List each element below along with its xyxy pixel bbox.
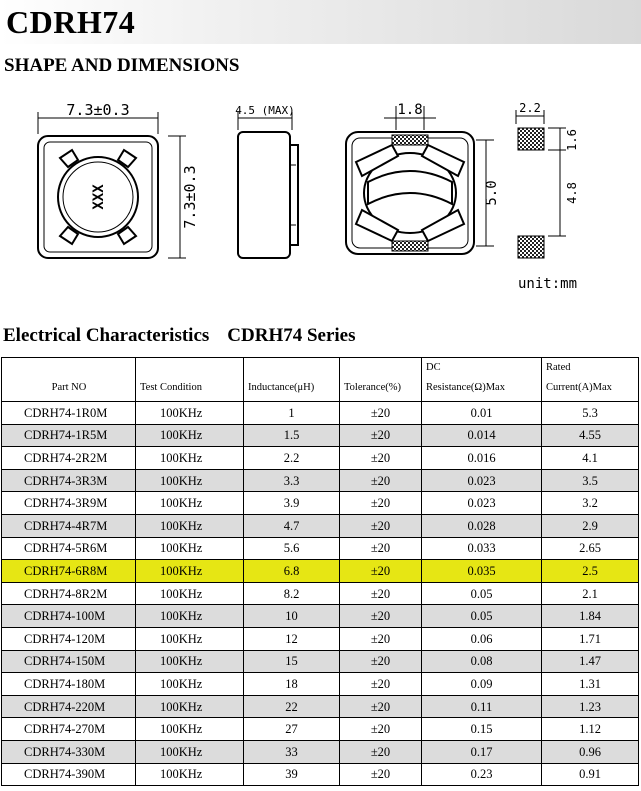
tolerance-cell: ±20 [340,582,422,605]
tolerance-cell: ±20 [340,740,422,763]
test-condition-cell: 100KHz [136,627,244,650]
part-number-cell: CDRH74-6R8M [2,560,136,583]
col-header-part-no: Part NO [2,358,136,402]
dc-resistance-cell: 0.23 [422,763,542,786]
side-height-label: 4.5 (MAX) [235,104,295,117]
inductance-cell: 6.8 [244,560,340,583]
dc-resistance-cell: 0.028 [422,514,542,537]
land-pattern-drawing [516,101,579,292]
dc-resistance-cell: 0.17 [422,740,542,763]
tolerance-cell: ±20 [340,469,422,492]
inductance-cell: 1 [244,402,340,425]
part-number-cell: CDRH74-4R7M [2,514,136,537]
table-row [2,650,639,673]
inductance-cell: 4.7 [244,514,340,537]
shape-section-title: SHAPE AND DIMENSIONS [4,55,240,76]
table-row [2,447,639,470]
tolerance-cell: ±20 [340,514,422,537]
tolerance-cell: ±20 [340,718,422,741]
dc-resistance-cell: 0.08 [422,650,542,673]
test-condition-cell: 100KHz [136,650,244,673]
top-view-drawing [38,101,199,258]
inductance-cell: 10 [244,605,340,628]
part-number-cell: CDRH74-270M [2,718,136,741]
rated-current-cell: 1.12 [542,718,639,741]
inductance-cell: 3.9 [244,492,340,515]
tolerance-cell: ±20 [340,560,422,583]
col-header-inductance: Inductance(μH) [244,358,340,402]
test-condition-cell: 100KHz [136,560,244,583]
dc-resistance-cell: 0.05 [422,582,542,605]
rated-current-cell: 3.5 [542,469,639,492]
test-condition-cell: 100KHz [136,582,244,605]
table-row [2,424,639,447]
inductance-cell: 15 [244,650,340,673]
tolerance-cell: ±20 [340,763,422,786]
rated-current-cell: 1.23 [542,695,639,718]
test-condition-cell: 100KHz [136,763,244,786]
part-number-cell: CDRH74-330M [2,740,136,763]
tolerance-cell: ±20 [340,627,422,650]
bottom-view-drawing [346,102,500,254]
test-condition-cell: 100KHz [136,740,244,763]
test-condition-cell: 100KHz [136,605,244,628]
table-row [2,514,639,537]
table-row [2,469,639,492]
unit-label: unit:mm [518,276,578,292]
inductance-cell: 2.2 [244,447,340,470]
tolerance-cell: ±20 [340,402,422,425]
test-condition-cell: 100KHz [136,695,244,718]
table-row [2,627,639,650]
rated-current-cell: 2.5 [542,560,639,583]
part-number-cell: CDRH74-3R3M [2,469,136,492]
electrical-title: Electrical Characteristics [3,325,210,346]
dc-resistance-cell: 0.035 [422,560,542,583]
tolerance-cell: ±20 [340,695,422,718]
inductance-cell: 27 [244,718,340,741]
part-number-cell: CDRH74-2R2M [2,447,136,470]
rated-current-cell: 4.55 [542,424,639,447]
top-marking-label: XXX [91,184,107,210]
rated-current-cell: 3.2 [542,492,639,515]
bottom-pad-label: 1.8 [397,102,423,118]
table-row [2,582,639,605]
test-condition-cell: 100KHz [136,718,244,741]
rated-current-cell: 2.9 [542,514,639,537]
part-number-cell: CDRH74-3R9M [2,492,136,515]
part-number-cell: CDRH74-150M [2,650,136,673]
part-number-cell: CDRH74-220M [2,695,136,718]
table-row [2,763,639,786]
part-number-cell: CDRH74-8R2M [2,582,136,605]
part-number-cell: CDRH74-1R5M [2,424,136,447]
table-row [2,673,639,696]
dc-header-line1: DC [426,362,441,373]
dc-resistance-cell: 0.016 [422,447,542,470]
tolerance-cell: ±20 [340,492,422,515]
table-row [2,560,639,583]
test-condition-cell: 100KHz [136,424,244,447]
dc-header-line2: Resistance(Ω)Max [426,382,505,393]
dc-resistance-cell: 0.01 [422,402,542,425]
electrical-section-title [3,325,356,347]
test-condition-cell: 100KHz [136,469,244,492]
part-number-cell: CDRH74-120M [2,627,136,650]
top-width-label: 7.3±0.3 [66,101,130,119]
test-condition-cell: 100KHz [136,447,244,470]
col-header-rated-current [542,358,639,402]
rated-current-cell: 1.31 [542,673,639,696]
dc-resistance-cell: 0.014 [422,424,542,447]
table-row [2,740,639,763]
tolerance-cell: ±20 [340,537,422,560]
rated-current-cell: 0.91 [542,763,639,786]
side-view-drawing [235,104,298,258]
part-number-cell: CDRH74-180M [2,673,136,696]
inductance-cell: 5.6 [244,537,340,560]
tolerance-cell: ±20 [340,447,422,470]
dimension-drawings [0,90,641,300]
inductance-cell: 39 [244,763,340,786]
inductance-cell: 33 [244,740,340,763]
bottom-span-label: 5.0 [484,180,500,206]
dc-resistance-cell: 0.15 [422,718,542,741]
land-pad-width-label: 2.2 [519,101,541,115]
test-condition-cell: 100KHz [136,492,244,515]
dc-resistance-cell: 0.023 [422,469,542,492]
rated-current-cell: 2.65 [542,537,639,560]
test-condition-cell: 100KHz [136,673,244,696]
dc-resistance-cell: 0.033 [422,537,542,560]
dc-resistance-cell: 0.11 [422,695,542,718]
electrical-table [1,357,639,786]
table-row [2,537,639,560]
inductance-cell: 8.2 [244,582,340,605]
tolerance-cell: ±20 [340,673,422,696]
table-row [2,402,639,425]
part-number-cell: CDRH74-1R0M [2,402,136,425]
dc-resistance-cell: 0.06 [422,627,542,650]
inductance-cell: 3.3 [244,469,340,492]
inductance-cell: 22 [244,695,340,718]
table-body [2,402,639,786]
rated-current-cell: 5.3 [542,402,639,425]
rated-header-line1: Rated [546,362,571,373]
rated-current-cell: 1.47 [542,650,639,673]
col-header-tolerance: Tolerance(%) [340,358,422,402]
rated-current-cell: 2.1 [542,582,639,605]
test-condition-cell: 100KHz [136,537,244,560]
rated-header-line2: Current(A)Max [546,382,612,393]
part-number-cell: CDRH74-5R6M [2,537,136,560]
rated-current-cell: 0.96 [542,740,639,763]
tolerance-cell: ±20 [340,605,422,628]
test-condition-cell: 100KHz [136,402,244,425]
inductance-cell: 1.5 [244,424,340,447]
dc-resistance-cell: 0.05 [422,605,542,628]
part-number-cell: CDRH74-100M [2,605,136,628]
rated-current-cell: 1.71 [542,627,639,650]
table-row [2,695,639,718]
page-title: CDRH74 [6,4,136,40]
dc-resistance-cell: 0.09 [422,673,542,696]
table-row [2,718,639,741]
inductance-cell: 18 [244,673,340,696]
tolerance-cell: ±20 [340,650,422,673]
table-header-row [2,358,639,402]
rated-current-cell: 4.1 [542,447,639,470]
table-row [2,605,639,628]
tolerance-cell: ±20 [340,424,422,447]
col-header-dc-resistance [422,358,542,402]
part-number-cell: CDRH74-390M [2,763,136,786]
col-header-test-condition: Test Condition [136,358,244,402]
top-height-label: 7.3±0.3 [181,165,199,229]
test-condition-cell: 100KHz [136,514,244,537]
inductance-cell: 12 [244,627,340,650]
rated-current-cell: 1.84 [542,605,639,628]
electrical-series: CDRH74 Series [227,325,356,346]
land-pad-height-label: 1.6 [565,129,579,151]
land-gap-label: 4.8 [565,182,579,204]
dc-resistance-cell: 0.023 [422,492,542,515]
table-row [2,492,639,515]
